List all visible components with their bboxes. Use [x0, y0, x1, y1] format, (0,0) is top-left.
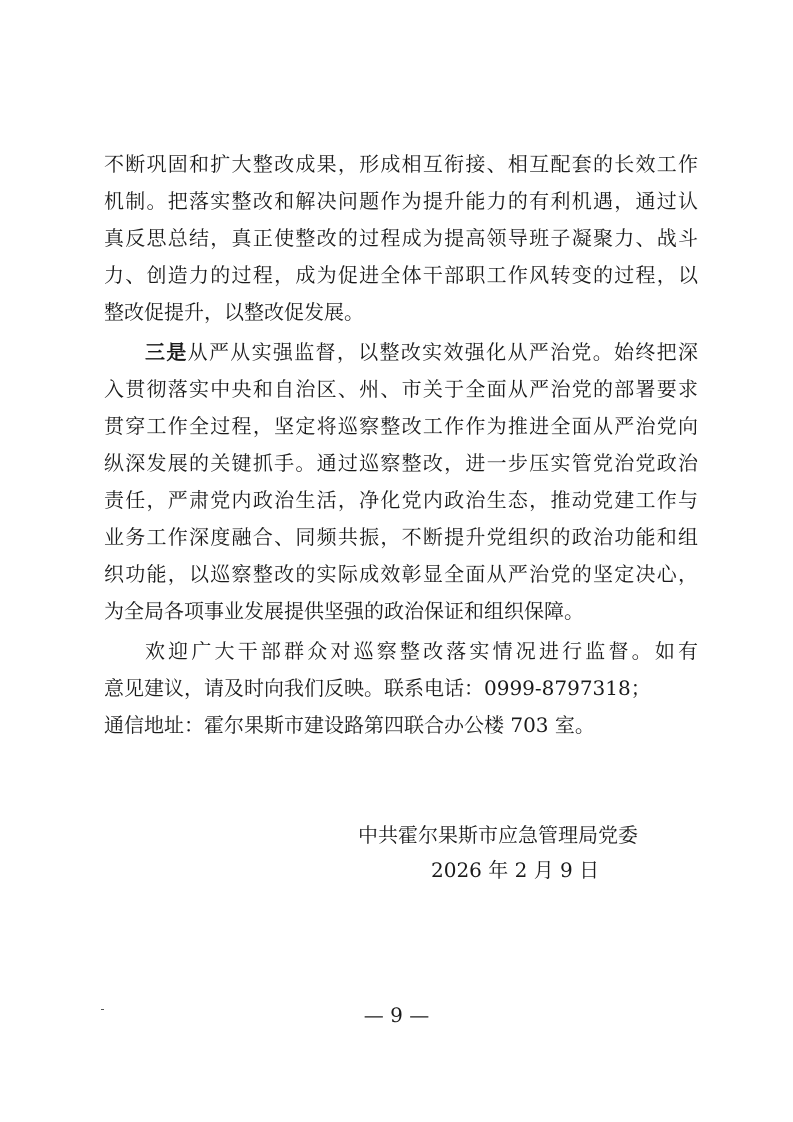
paragraph-1-line-5: 整改促提升，以整改促发展。 — [104, 300, 364, 324]
paragraph-3-line-2: 意见建议，请及时向我们反映。联系电话：0999-8797318； — [104, 676, 651, 700]
paragraph-2-line-1 — [145, 334, 698, 370]
signature-date: 2026 年 2 月 9 日 — [431, 858, 600, 882]
paragraph-2-line-2: 入贯彻落实中央和自治区、州、市关于全面从严治党的部署要求 — [104, 377, 698, 401]
paragraph-1-line-2: 机制。把落实整改和解决问题作为提升能力的有利机遇，通过认 — [104, 189, 698, 213]
paragraph-2-line-1-text: 从严从实强监督，以整改实效强化从严治党。始终把深 — [187, 340, 698, 364]
paragraph-2-line-7: 织功能，以巡察整改的实际成效彰显全面从严治党的坚定决心， — [104, 562, 698, 586]
paragraph-2-line-5: 责任，严肃党内政治生活，净化党内政治生态，推动党建工作与 — [104, 488, 698, 512]
paragraph-2-line-4: 纵深发展的关键抓手。通过巡察整改，进一步压实管党治党政治 — [104, 451, 698, 475]
paragraph-1-line-4: 力、创造力的过程，成为促进全体干部职工作风转变的过程，以 — [104, 263, 698, 287]
paragraph-3-line-1: 欢迎广大干部群众对巡察整改落实情况进行监督。如有 — [145, 639, 698, 663]
paragraph-2-line-6: 业务工作深度融合、同频共振，不断提升党组织的政治功能和组 — [104, 525, 698, 549]
paragraph-2-line-8: 为全局各项事业发展提供坚强的政治保证和组织保障。 — [104, 599, 584, 623]
paragraph-3-line-3: 通信地址：霍尔果斯市建设路第四联合办公楼 703 室。 — [104, 713, 595, 737]
page-number: — 9 — — [363, 1003, 430, 1027]
paragraph-2-lead: 三是 — [145, 340, 188, 364]
signature-organization: 中共霍尔果斯市应急管理局党委 — [358, 823, 638, 847]
paragraph-1-line-3: 真反思总结，真正使整改的过程成为提高领导班子凝聚力、战斗 — [104, 226, 698, 250]
paragraph-2-line-3: 贯穿工作全过程，坚定将巡察整改工作作为推进全面从严治党向 — [104, 414, 698, 438]
paragraph-1-line-1: 不断巩固和扩大整改成果，形成相互衔接、相互配套的长效工作 — [104, 152, 698, 176]
